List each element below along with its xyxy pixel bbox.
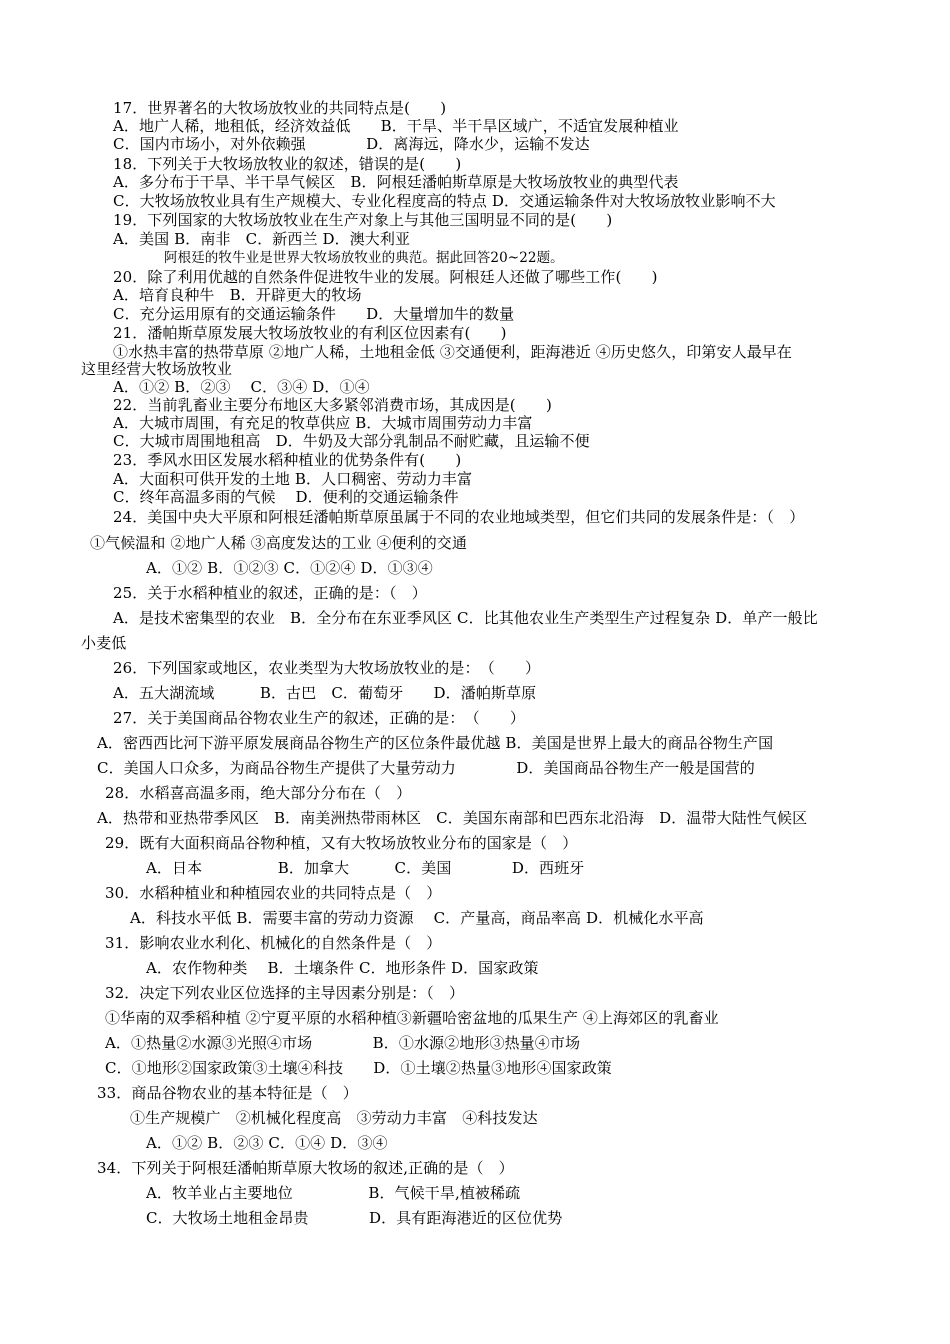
option-line: A．①② B．②③ C．③④ D．①④ [113,378,370,396]
option-line: A．①热量②水源③光照④市场 B．①水源②地形③热量④市场 [105,1034,581,1052]
question-32: 32．决定下列农业区位选择的主导因素分别是：（ ） [105,984,465,1002]
passage-intro: 阿根廷的牧牛业是世界大牧场放牧业的典范。据此回答20~22题。 [164,250,564,266]
option-line: A．地广人稀，地租低，经济效益低 B．干旱、半干旱区域广，不适宜发展种植业 [113,117,679,135]
question-29: 29．既有大面积商品谷物种植，又有大牧场放牧业分布的国家是（ ） [105,834,578,852]
option-line: C．终年高温多雨的气候 D．便利的交通运输条件 [113,488,459,506]
question-27: 27．关于美国商品谷物农业生产的叙述，正确的是： （ ） [113,709,525,727]
question-23: 23．季风水田区发展水稻种植业的优势条件有( ) [113,451,462,469]
question-33: 33．商品谷物农业的基本特征是（ ） [97,1084,358,1102]
question-26: 26．下列国家或地区，农业类型为大牧场放牧业的是： （ ） [113,659,541,677]
question-30: 30．水稻种植业和种植园农业的共同特点是（ ） [105,884,442,902]
option-line: C．国内市场小，对外依赖强 D．离海远，降水少，运输不发达 [113,135,590,153]
option-line: A．大城市周围，有充足的牧草供应 B．大城市周围劳动力丰富 [113,414,533,432]
statement-list: ①气候温和 ②地广人稀 ③高度发达的工业 ④便利的交通 [90,534,468,552]
question-22: 22．当前乳畜业主要分布地区大多紧邻消费市场，其成因是( ) [113,396,552,414]
option-line: A．农作物种类 B．土壤条件 C．地形条件 D．国家政策 [146,959,539,977]
option-line: A．大面积可供开发的土地 B．人口稠密、劳动力丰富 [113,470,473,488]
option-line-cont: 小麦低 [81,634,127,652]
option-line: A．五大湖流域 B．古巴 C．葡萄牙 D．潘帕斯草原 [113,684,537,702]
option-line: C．大城市周围地租高 D．牛奶及大部分乳制品不耐贮藏，且运输不便 [113,432,590,450]
question-20: 20．除了利用优越的自然条件促进牧牛业的发展。阿根廷人还做了哪些工作( ) [113,268,658,286]
option-line: A．①② B．①②③ C．①②④ D．①③④ [146,559,433,577]
statement-list: ①水热丰富的热带草原 ②地广人稀，土地租金低 ③交通便利，距海港近 ④历史悠久，印第安人最早在 [113,343,793,361]
statement-list: ①华南的双季稻种植 ②宁夏平原的水稻种植③新疆哈密盆地的瓜果生产 ④上海郊区的乳畜业 [105,1009,719,1027]
question-24: 24．美国中央大平原和阿根廷潘帕斯草原虽属于不同的农业地域类型，但它们共同的发展条件是：（ ） [113,508,805,526]
option-line: C．大牧场土地租金昂贵 D．具有距海港近的区位优势 [146,1209,563,1227]
option-line: A．是技术密集型的农业 B．全分布在东亚季风区 C．比其他农业生产类型生产过程复杂 D．单产一般比 [113,609,818,627]
option-line: C．美国人口众多，为商品谷物生产提供了大量劳动力 D．美国商品谷物生产一般是国营的 [97,759,755,777]
option-line: A．多分布于干旱、半干旱气候区 B．阿根廷潘帕斯草原是大牧场放牧业的典型代表 [113,173,679,191]
option-line: C．大牧场放牧业具有生产规模大、专业化程度高的特点 D．交通运输条件对大牧场放牧业影响不大 [113,192,776,210]
question-31: 31．影响农业水利化、机械化的自然条件是（ ） [105,934,442,952]
question-34: 34．下列关于阿根廷潘帕斯草原大牧场的叙述,正确的是（ ） [97,1159,514,1177]
option-line: A．密西西比河下游平原发展商品谷物生产的区位条件最优越 B．美国是世界上最大的商品谷物生产国 [97,734,774,752]
question-19: 19．下列国家的大牧场放牧业在生产对象上与其他三国明显不同的是( ) [113,211,613,229]
statement-list-cont: 这里经营大牧场放牧业 [81,360,233,378]
option-line: A．牧羊业占主要地位 B．气候干旱,植被稀疏 [146,1184,521,1202]
question-28: 28．水稻喜高温多雨，绝大部分分布在（ ） [105,784,412,802]
option-line: C．①地形②国家政策③土壤④科技 D．①土壤②热量③地形④国家政策 [105,1059,612,1077]
option-line: A．培育良种牛 B．开辟更大的牧场 [113,286,362,304]
question-21: 21．潘帕斯草原发展大牧场放牧业的有利区位因素有( ) [113,324,507,342]
question-18: 18．下列关于大牧场放牧业的叙述，错误的是( ) [113,155,462,173]
question-17: 17．世界著名的大牧场放牧业的共同特点是( ) [113,99,447,117]
option-line: A．①② B．②③ C．①④ D．③④ [146,1134,388,1152]
option-line: A．科技水平低 B．需要丰富的劳动力资源 C．产量高，商品率高 D．机械化水平高 [130,909,704,927]
option-line: A．美国 B．南非 C．新西兰 D．澳大利亚 [113,230,411,248]
option-line: C．充分运用原有的交通运输条件 D．大量增加牛的数量 [113,305,515,323]
option-line: A．日本 B．加拿大 C．美国 D．西班牙 [146,859,585,877]
statement-list: ①生产规模广 ②机械化程度高 ③劳动力丰富 ④科技发达 [130,1109,538,1127]
option-line: A．热带和亚热带季风区 B．南美洲热带雨林区 C．美国东南部和巴西东北沿海 D．温带大陆性气候区 [97,809,808,827]
question-25: 25．关于水稻种植业的叙述，正确的是：（ ） [113,584,427,602]
